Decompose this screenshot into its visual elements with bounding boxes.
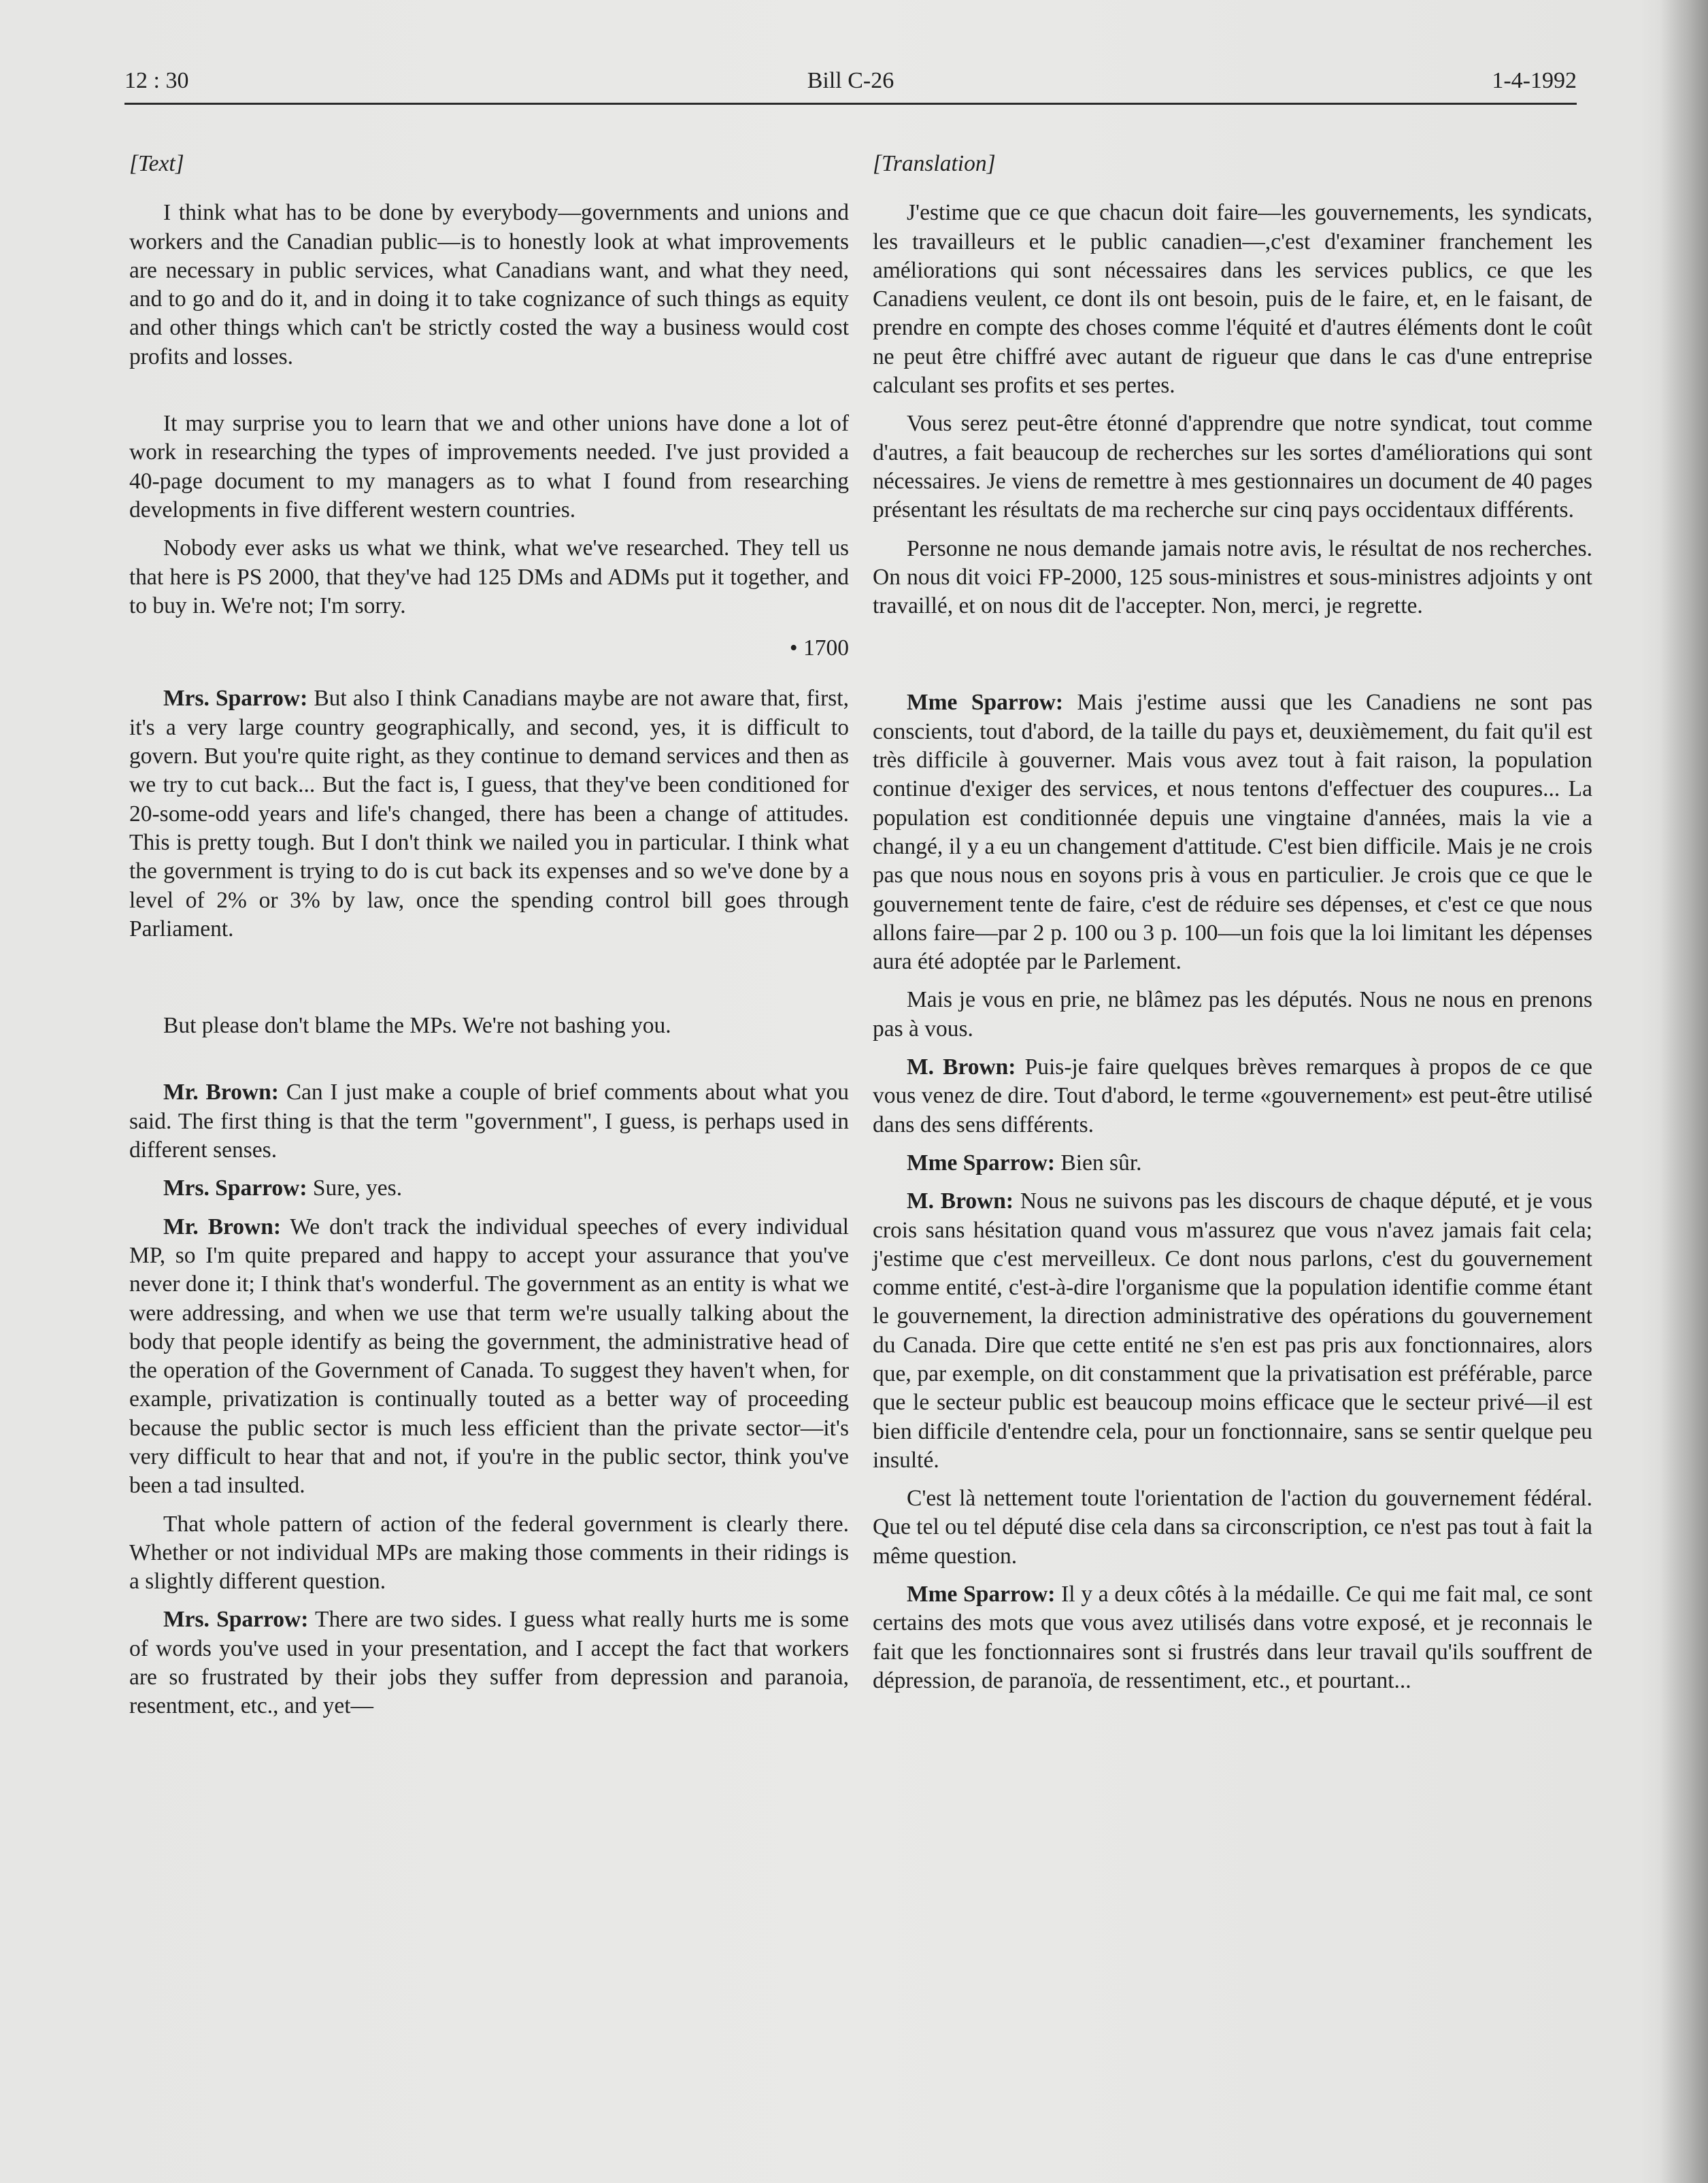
speaker-name: Mr. Brown:	[163, 1080, 279, 1105]
header-rule	[124, 103, 1577, 105]
english-statement-sparrow-2: Mrs. Sparrow: Sure, yes.	[163, 1176, 403, 1201]
french-statement-sparrow-1b: Mais je vous en prie, ne blâmez pas les députés. Nous ne nous en prenons pas à vous.	[873, 987, 1592, 1041]
french-statement-brown-2: M. Brown: Nous ne suivons pas les discours de chaque député, et je vous crois sans hésitation quand vous m'assurez que vous n'avez jamais fait cela; j'estime que c'est merveilleux. Ce dont nous parlons, c'est du gouvernement comme entité, c'est-à-dire l'organisme que la population identifie comme étant le gouvernement, la direction administrative des opérations du gouvernement du Canada. Dire que cette entité ne s'en est pas pris aux fonctionnaires, alors que, par exemple, on dit constamment que la privatisation est préférable, parce que le secteur public est beaucoup moins efficace que le secteur privé—il est bien difficile d'entendre cela, pour un fonctionnaire, sans se sentir quelque peu insulté.	[873, 1188, 1592, 1473]
speaker-name: Mr. Brown:	[163, 1214, 282, 1239]
english-statement-brown-2b: That whole pattern of action of the federal government is clearly there. Whether or not individual MPs are making those comments in their ridings is a slightly different question.	[129, 1511, 849, 1595]
speaker-name: Mrs. Sparrow:	[163, 1607, 309, 1633]
english-statement-sparrow-1: Mrs. Sparrow: But also I think Canadians maybe are not aware that, first, it's a very large country geographically, and second, yes, it is difficult to govern. But you're quite right, as they continue to demand services and then as we try to cut back... But the fact is, I guess, that they've been conditioned for 20-some-odd years and life's changed, there has been a change of attitudes. This is pretty tough. But I don't think we nailed you in particular. I think what the government is trying to do is cut back its expenses and so we've done by a level of 2% or 3% by law, once the spending control bill goes through Parliament.	[129, 686, 849, 941]
bill-title: Bill C-26	[807, 68, 894, 93]
french-statement-brown-1: M. Brown: Puis-je faire quelques brèves remarques à propos de ce que vous venez de dire. Tout d'abord, le terme «gouvernement» est peut-être utilisé dans des sens différents.	[873, 1054, 1592, 1137]
french-statement-brown-2b: C'est là nettement toute l'orientation de l'action du gouvernement fédéral. Que tel ou tel député dise cela dans sa circonscription, ce n'est pas tout à fait la même question.	[873, 1486, 1592, 1569]
speaker-name: M. Brown:	[907, 1188, 1014, 1214]
french-column	[873, 150, 1592, 1695]
french-statement-sparrow-1: Mme Sparrow: Mais j'estime aussi que les Canadiens ne sont pas conscients, tout d'abord, de la taille du pays et, deuxièmement, du fait qu'il est très difficile à gouverner. Mais vous avez tout à fait raison, la population continue d'exiger des services, et nous tentons d'effectuer des coupures... La population est conditionnée depuis une vingtaine d'années, mais la vie a changé, il y a eu un changement d'attitude. C'est bien difficile. Mais je ne crois pas que nous nous en soyons pris à vous en particulier. Je crois que ce que le gouvernement tente de faire, c'est de réduire ses dépenses, et c'est ce que nous allons faire—par 2 p. 100 ou 3 p. 100—un fois que la loi limitant les dépenses aura été adoptée par le Parlement.	[873, 690, 1593, 975]
english-statement-brown-1: Mr. Brown: Can I just make a couple of brief comments about what you said. The first thing is that the term "government", I guess, is perhaps used in different senses.	[129, 1080, 850, 1163]
page-edge-shadow	[1660, 0, 1708, 2183]
speaker-name: Mme Sparrow:	[907, 1582, 1056, 1607]
translation-label: [Translation]	[873, 151, 996, 176]
speaker-name: M. Brown:	[907, 1054, 1016, 1080]
french-statement-sparrow-2: Mme Sparrow: Bien sûr.	[907, 1150, 1142, 1176]
time-marker: • 1700	[789, 635, 849, 661]
english-paragraph-3: Nobody ever asks us what we think, what we've researched. They tell us that here is PS 2000, that they've had 125 DMs and ADMs put it together, and to buy in. We're not; I'm sorry.	[129, 535, 849, 618]
french-paragraph-3: Personne ne nous demande jamais notre avis, le résultat de nos recherches. On nous dit voici FP-2000, 125 sous-ministres et sous-ministres adjoints y ont travaillé, et on nous dit de l'accepter. Non, merci, je regrette.	[873, 535, 1592, 619]
french-paragraph-2: Vous serez peut-être étonné d'apprendre que notre syndicat, tout comme d'autres, a fait beaucoup de recherches sur les sortes d'améliorations qui sont nécessaires. Je viens de remettre à mes gestionnaires un document de 40 pages présentant les résultats de ma recherche sur cinq pays occidentaux différents.	[873, 411, 1592, 523]
french-paragraph-1: J'estime que ce que chacun doit faire—les gouvernements, les syndicats, les travailleurs et le public canadien—,c'est d'examiner franchement les améliorations qui sont nécessaires dans les services publics, ce que les Canadiens veulent, ce dont ils ont besoin, puis de le faire, et, en le faisant, de prendre en compte des choses comme l'équité et d'autres éléments dont le coût ne peut être chiffré avec autant de rigueur que dans le cas d'une entreprise calculant ses profits et ses pertes.	[873, 200, 1592, 399]
speaker-name: Mrs. Sparrow:	[163, 1176, 307, 1201]
english-paragraph-1: I think what has to be done by everybody—governments and unions and workers and the Canadian public—is to honestly look at what improvements are necessary in public services, what Canadians want, and what they need, and to go and do it, and in doing it to take cognizance of such things as equity and other things which can't be strictly costed the way a business would cost profits and losses.	[129, 200, 849, 369]
english-statement-sparrow-3: Mrs. Sparrow: There are two sides. I guess what really hurts me is some of words you've used in your presentation, and I accept the fact that workers are so frustrated by their jobs they suffer from depression and paranoia, resentment, etc., and yet—	[129, 1607, 849, 1719]
english-paragraph-2: It may surprise you to learn that we and other unions have done a lot of work in researching the types of improvements needed. I've just provided a 40-page document to my managers as to what I found from researching developments in five different western countries.	[129, 411, 849, 522]
english-statement-brown-2: Mr. Brown: We don't track the individual speeches of every individual MP, so I'm quite prepared and happy to accept your assurance that you've never done it; I think that's wonderful. The government as an entity is what we were addressing, and when we use that term we're usually talking about the body that people identify as being the government, the administrative head of the operation of the Government of Canada. To suggest they haven't when, for example, privatization is continually touted as a better way of proceeding because the public sector is much less efficient than the private sector—it's very difficult to hear that and not, if you're in the public sector, think you've been a tad insulted.	[129, 1214, 849, 1499]
speaker-name: Mrs. Sparrow:	[163, 686, 308, 712]
speaker-name: Mme Sparrow:	[907, 690, 1064, 716]
header-date: 1-4-1992	[1492, 68, 1577, 93]
english-statement-sparrow-1b: But please don't blame the MPs. We're not bashing you.	[163, 1013, 671, 1039]
text-label: [Text]	[129, 151, 184, 176]
english-column	[129, 150, 849, 1721]
page-reference: 12 : 30	[124, 68, 189, 93]
french-statement-sparrow-3: Mme Sparrow: Il y a deux côtés à la médaille. Ce qui me fait mal, ce sont certains des mots que vous avez utilisés dans votre exposé, et je reconnais le fait que les fonctionnaires sont si frustrés dans leur travail qu'ils souffrent de dépression, de paranoïa, de ressentiment, etc., et pourtant...	[873, 1582, 1592, 1693]
speaker-name: Mme Sparrow:	[907, 1150, 1056, 1176]
